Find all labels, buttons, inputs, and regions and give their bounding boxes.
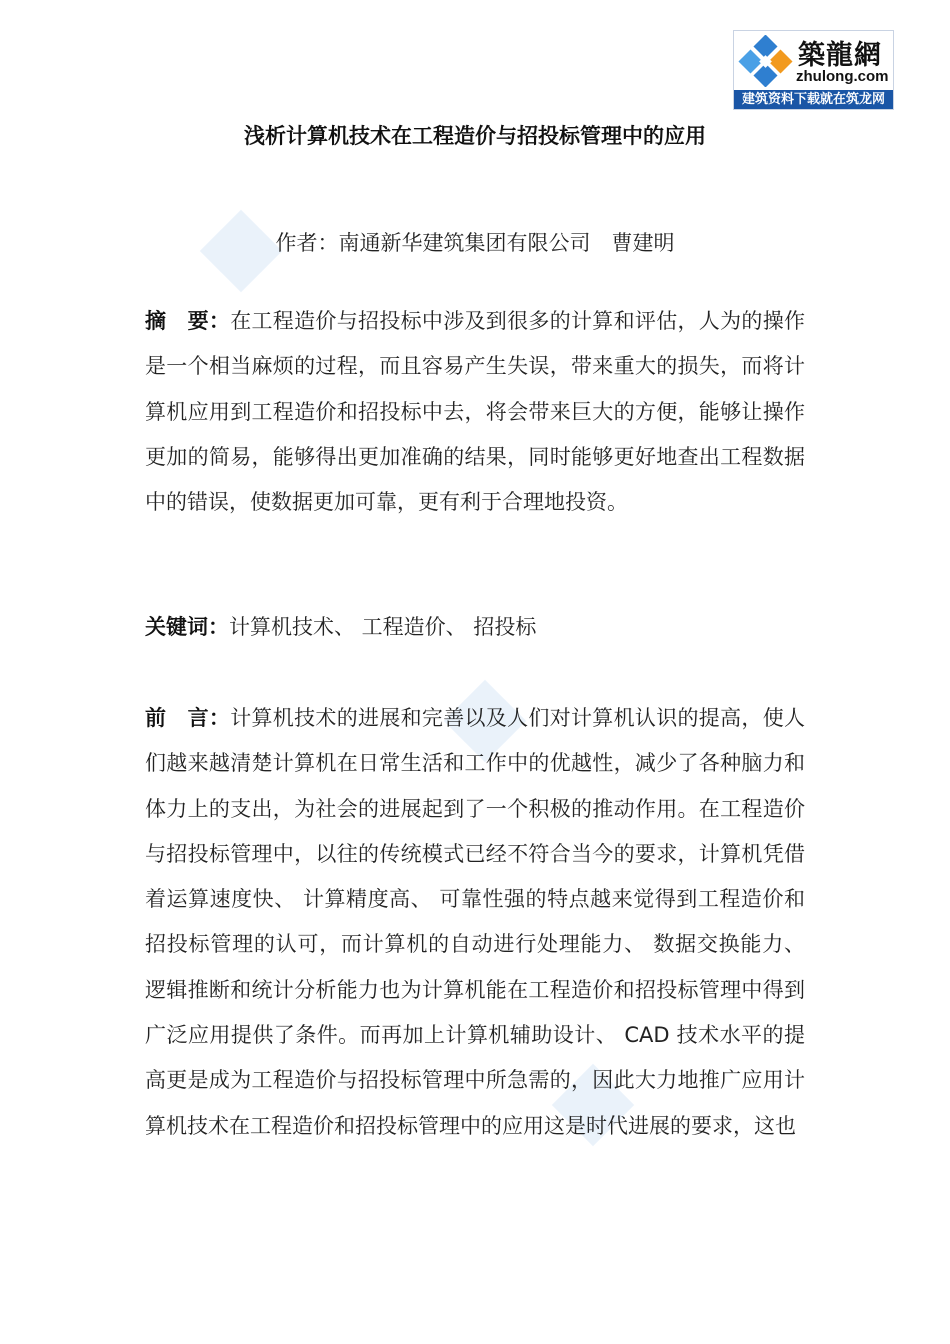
keywords-text: 计算机技术、 工程造价、 招投标 — [229, 615, 537, 639]
foreword-text: 计算机技术的进展和完善以及人们对计算机认识的提高，使人们越来越清楚计算机在日常生活和工作中的优越性，减少了各种脑力和体力上的支出，为社会的进展起到了一个积极的推动作用。在工程造价与招投标管理中，以往的传统模式已经不符合当今的要求，计算机凭借着运算速度快、 计算精度高、 可靠性强的特点越来觉得到工程造价和招投标管理的认可，而计算机的自动进行处理能力、 数据交换能力、 逻辑推断和统计分析能力也为计算机能在工程造价和招投标管理中得到广泛应用提供了条件。而再加上计算机辅助设计、 CAD 技术水平的提高更是成为工程造价与招投标管理中所急需的，因此大力地推广应用计算机技术在工程造价和招投标管理中的应用这是时代进展的要求，这也 — [145, 706, 806, 1138]
document-title: 浅析计算机技术在工程造价与招投标管理中的应用 — [244, 124, 706, 148]
logo-slogan: 建筑资料下载就在筑龙网 — [734, 90, 893, 109]
abstract-text: 在工程造价与招投标中涉及到很多的计算和评估，人为的操作是一个相当麻烦的过程，而且容易产生失误，带来重大的损失，而将计算机应用到工程造价和招投标中去，将会带来巨大的方便，能够让操作更加的简易，能够得出更加准确的结果，同时能够更好地查出工程数据中的错误，使数据更加可靠，更有利于合理地投资。 — [145, 309, 806, 515]
abstract-label: 摘 要： — [145, 309, 231, 333]
zhulong-logo — [733, 30, 894, 110]
abstract-paragraph — [145, 299, 805, 525]
author-line: 作者：南通新华建筑集团有限公司 曹建明 — [275, 231, 675, 255]
foreword-paragraph — [145, 696, 805, 1149]
keywords-label: 关键词： — [145, 615, 229, 639]
keywords-paragraph — [145, 605, 805, 650]
zhulong-emblem-icon — [738, 35, 794, 87]
foreword-label: 前 言： — [145, 706, 231, 730]
logo-domain: zhulong.com — [796, 68, 889, 85]
logo-name: 築龍網 — [798, 40, 882, 71]
